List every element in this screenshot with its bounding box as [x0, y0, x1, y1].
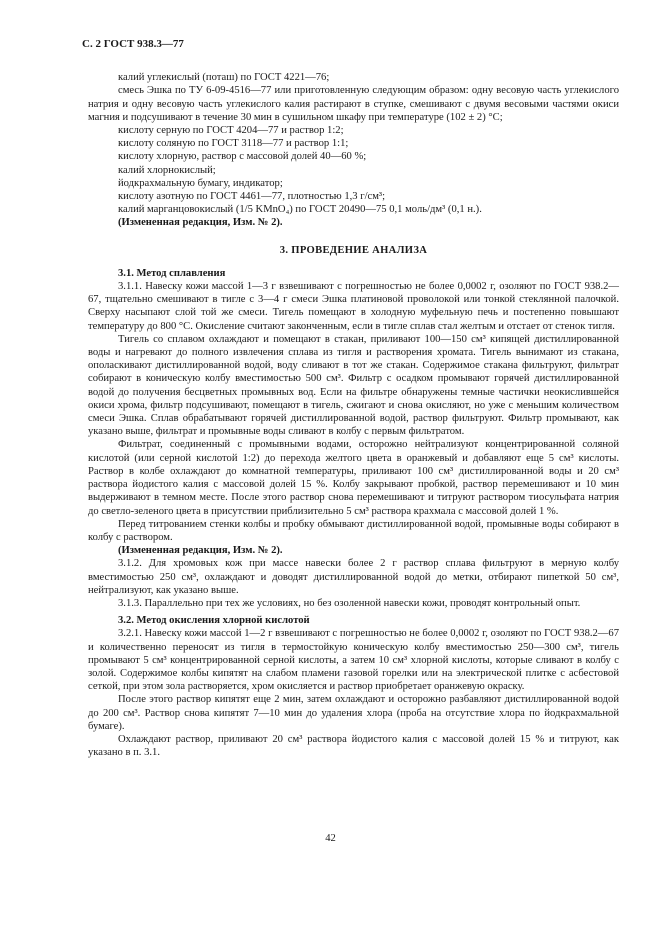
section-title: 3. ПРОВЕДЕНИЕ АНАЛИЗА — [279, 244, 428, 256]
paragraph-3-2-1: 3.2.1. Навеску кожи массой 1—2 г взвешивают с погрешностью не более 0,0002 г, озоляют по ГОСТ 938.2—67 и количественно переносят из тигля в термостойкую коническую колбу вместимостью 250—300 см³, тигель промывают 5 см³ концентрированной серной кислоты, а затем 10 см³ хлорной кислоты, которые сливают в колбу с золой. Содержимое колбы кипятят на слабом пламени газовой горелки или на электрической плитке с асбестовой сеткой, при этом зола растворяется, хром окисляется и раствор приобретает оранжевую окраску. — [88, 628, 619, 693]
paragraph-3-1-3: 3.1.3. Параллельно при тех же условиях, но без озоленной навески кожи, проводят контрольный опыт. — [118, 597, 581, 609]
reagent-item: калий марганцовокислый (1/5 KMnO₄) по ГОСТ 20490—75 0,1 моль/дм³ (0,1 н.). — [118, 204, 482, 216]
reagent-item: йодкрахмальную бумагу, индикатор; — [118, 177, 283, 189]
reagent-list — [88, 71, 619, 229]
reagent-item: калий хлорнокислый; — [118, 164, 216, 176]
reagent-item: кислоту соляную по ГОСТ 3118—77 и раствор 1:1; — [118, 138, 349, 150]
reagent-item: кислоту хлорную, раствор с массовой долей 40—60 %; — [118, 151, 367, 163]
subsection-title: 3.1. Метод сплавления — [118, 267, 226, 279]
page-number: 42 — [325, 833, 336, 844]
page-header: С. 2 ГОСТ 938.3—77 — [82, 38, 184, 50]
paragraph-3-1-2: 3.1.2. Для хромовых кож при массе навески более 2 г раствор сплава фильтруют в мерную колбу вместимостью 250 см³, охлаждают и доводят дистиллированной водой до метки, отбирают пипеткой 50 см³, нейтрализуют, как указано выше. — [88, 558, 619, 596]
paragraph: Охлаждают раствор, приливают 20 см³ раствора йодистого калия с массовой долей 15 % и титруют, как указано в п. 3.1. — [88, 733, 619, 759]
edition-note: (Измененная редакция, Изм. № 2). — [118, 545, 283, 557]
subsection-title: 3.2. Метод окисления хлорной кислотой — [118, 615, 310, 627]
reagent-item: смесь Эшка по ТУ 6-09-4516—77 или приготовленную следующим образом: одну весовую часть углекислого натрия и одну весовую часть углекислого калия растирают в ступке, смешивают с двумя весовыми частями окиси магния и подсушивают в течение 30 мин в сушильном шкафу при температуре (102 ± 2) °С; — [88, 85, 619, 123]
paragraph: Перед титрованием стенки колбы и пробку обмывают дистиллированной водой, промывные воды собирают в колбу с раствором. — [88, 518, 619, 543]
paragraph: Фильтрат, соединенный с промывными водами, осторожно нейтрализуют концентрированной соляной кислотой (или серной кислотой 1:2) до перехода желтого цвета в оранжевый и добавляют еще 5 см³ кислоты. Раствор в колбе охлаждают до комнатной температуры, приливают 100 см³ дистиллированной воды и 20 см³ раствора йодистого калия с массовой долей 15 %. Колбу закрывают пробкой, раствор перемешивают и 10 мин выдерживают в темном месте. После этого раствор снова перемешивают и титруют раствором тиосульфата натрия до светло-зеленого цвета в присутствии приблизительно 5 см³ раствора крахмала с массовой долей 1 %. — [88, 439, 619, 517]
paragraph-3-1-1: 3.1.1. Навеску кожи массой 1—3 г взвешивают с погрешностью не более 0,0002 г, озоляют по ГОСТ 938.2—67, тщательно смешивают в тигле с 3—4 г смеси Эшка платиновой проволокой или тонкой стеклянной палочкой. Сверху насыпают слой той же смеси. Тигель помещают в холодную муфельную печь и постепенно повышают температуру до 800 °С. Окисление считают законченным, если в тигле сплав стал желтым и отстает от стенок тигля. — [88, 281, 619, 332]
paragraph: После этого раствор кипятят еще 2 мин, затем охлаждают и осторожно разбавляют дистиллированной водой до 200 см³. Раствор снова кипятят 7—10 мин до удаления хлора (проба на отсутствие хлора по йодкрахмальной бумаге). — [88, 694, 619, 732]
edition-note: (Измененная редакция, Изм. № 2). — [118, 217, 283, 229]
paragraph: Тигель со сплавом охлаждают и помещают в стакан, приливают 100—150 см³ кипящей дистиллированной воды и нагревают до полного извлечения сплава из тигля и растворения хромата. Тигель вынимают из стакана, ополаскивают дистиллированной водой, воду сливают в тот же стакан. Содержимое стакана фильтруют, фильтрат собирают в коническую колбу вместимостью 500 см³. Фильтр с осадком промывают горячей дистиллированной водой до получения бесцветных промывных вод. Если на фильтре обнаружены темные частички неокислившейся окиси хрома, фильтр подсушивают, помещают в тигель, сжигают и снова окисляют, но уже с меньшим количеством смеси Эшка. Сплав обрабатывают горячей дистиллированной водой, раствор фильтруют. Фильтр промывают, как указано выше, фильтрат и промывные воды сливают в колбу с первым фильтратом. — [88, 333, 619, 438]
reagent-item: кислоту серную по ГОСТ 4204—77 и раствор 1:2; — [118, 125, 344, 137]
reagent-item: калий углекислый (поташ) по ГОСТ 4221—76; — [118, 72, 330, 84]
reagent-item: кислоту азотную по ГОСТ 4461—77, плотностью 1,3 г/см³; — [118, 191, 386, 203]
